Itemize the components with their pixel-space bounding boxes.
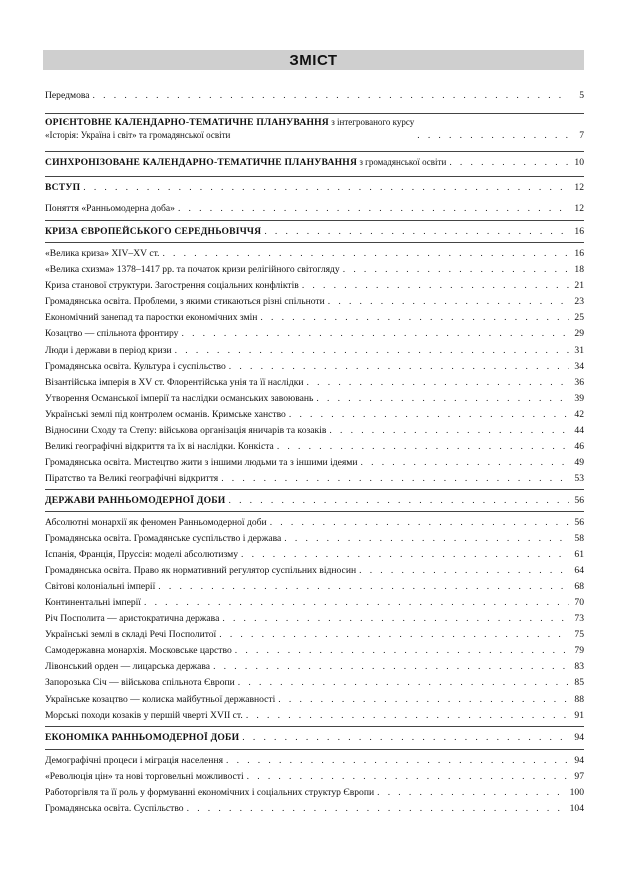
toc-entry[interactable] bbox=[45, 677, 584, 689]
toc-entry-label: Українські землі в складі Речі Посполитої bbox=[45, 629, 217, 640]
leader-dots bbox=[93, 90, 569, 102]
leader-dots bbox=[238, 677, 569, 689]
toc-entry-orientovne-planning[interactable] bbox=[45, 118, 584, 142]
leader-dots bbox=[328, 296, 569, 308]
toc-entry[interactable] bbox=[45, 345, 584, 357]
leader-dots bbox=[329, 425, 569, 437]
toc-entry-page: 46 bbox=[574, 441, 584, 452]
leader-dots bbox=[226, 755, 569, 767]
toc-entry-page: 18 bbox=[574, 264, 584, 275]
toc-entry[interactable] bbox=[45, 549, 584, 561]
toc-entry-page: 10 bbox=[574, 157, 584, 168]
toc-entry-label: Громадянська освіта. Мистецтво жити з іншими людьми та з іншими ідеями bbox=[45, 457, 358, 468]
toc-entry[interactable] bbox=[45, 328, 584, 340]
toc-entry-page: 68 bbox=[574, 581, 584, 592]
toc-entry-page: 91 bbox=[574, 710, 584, 721]
toc-entry[interactable] bbox=[45, 755, 584, 767]
leader-dots bbox=[158, 581, 569, 593]
toc-entry[interactable] bbox=[45, 280, 584, 292]
toc-entry[interactable] bbox=[45, 441, 584, 453]
toc-entry-page: 61 bbox=[574, 549, 584, 560]
toc-entry[interactable] bbox=[45, 613, 584, 625]
leader-dots bbox=[162, 248, 569, 260]
toc-entry-page: 29 bbox=[574, 328, 584, 339]
toc-entry-page: 75 bbox=[574, 629, 584, 640]
leader-dots bbox=[247, 771, 569, 783]
leader-dots bbox=[222, 613, 569, 625]
toc-entry[interactable] bbox=[45, 377, 584, 389]
section-divider bbox=[45, 151, 584, 152]
toc-entry-label: Українські землі під контролем османів. Кримське ханство bbox=[45, 409, 286, 420]
toc-entry[interactable] bbox=[45, 264, 584, 276]
toc-entry-page: 100 bbox=[569, 787, 584, 798]
toc-entry-page: 7 bbox=[579, 130, 584, 141]
toc-entry-label: Криза станової структури. Загострення соціальних конфліктів bbox=[45, 280, 299, 291]
toc-entry-intro[interactable] bbox=[45, 182, 584, 194]
toc-entry[interactable] bbox=[45, 597, 584, 609]
leader-dots bbox=[264, 226, 569, 238]
toc-entry-label: ВСТУП bbox=[45, 182, 81, 193]
toc-entry[interactable] bbox=[45, 361, 584, 373]
toc-entry-synchronized-planning[interactable] bbox=[45, 156, 584, 169]
toc-entry[interactable] bbox=[45, 393, 584, 405]
toc-entry-page: 64 bbox=[574, 565, 584, 576]
toc-entry-label: Іспанія, Франція, Пруссія: моделі абсолютизму bbox=[45, 549, 239, 560]
toc-entry-label: Морські походи козаків у першій чверті XVII ст. bbox=[45, 710, 243, 721]
toc-entry[interactable] bbox=[45, 629, 584, 641]
toc-entry-label: Абсолютні монархії як феномен Ранньомодерної доби bbox=[45, 517, 267, 528]
toc-entry-page: 97 bbox=[574, 771, 584, 782]
leader-dots bbox=[260, 312, 569, 324]
toc-entry-label: Візантійська імперія в XV ст. Флорентійська унія та її наслідки bbox=[45, 377, 304, 388]
leader-dots bbox=[417, 130, 569, 142]
leader-dots bbox=[270, 517, 569, 529]
toc-entry-page: 70 bbox=[574, 597, 584, 608]
leader-dots bbox=[83, 182, 569, 194]
section-divider bbox=[45, 176, 584, 177]
leader-dots bbox=[181, 328, 569, 340]
toc-entry[interactable] bbox=[45, 533, 584, 545]
toc-entry-label: Козацтво — спільнота фронтиру bbox=[45, 328, 179, 339]
toc-entry[interactable] bbox=[45, 661, 584, 673]
toc-entry-page: 16 bbox=[574, 226, 584, 237]
toc-entry[interactable] bbox=[45, 248, 584, 260]
section-divider bbox=[45, 242, 584, 243]
toc-entry[interactable] bbox=[45, 473, 584, 485]
toc-entry-page: 21 bbox=[574, 280, 584, 291]
toc-entry-label: ЕКОНОМІКА РАННЬОМОДЕРНОЇ ДОБИ bbox=[45, 732, 240, 743]
toc-entry-label: Поняття «Ранньомодерна доба» bbox=[45, 203, 175, 214]
toc-entry-page: 31 bbox=[574, 345, 584, 356]
toc-entry-label: Демографічні процеси і міграція населення bbox=[45, 755, 223, 766]
leader-dots bbox=[242, 732, 569, 744]
toc-entry[interactable] bbox=[45, 409, 584, 421]
toc-entry-label: Громадянська освіта. Культура і суспільство bbox=[45, 361, 226, 372]
toc-entry-page: 12 bbox=[574, 203, 584, 214]
toc-entry-page: 44 bbox=[574, 425, 584, 436]
leader-dots bbox=[235, 645, 569, 657]
leader-dots bbox=[278, 694, 569, 706]
toc-entry[interactable] bbox=[45, 581, 584, 593]
toc-entry-section-economy[interactable] bbox=[45, 732, 584, 744]
leader-dots bbox=[377, 787, 567, 799]
toc-entry[interactable] bbox=[45, 787, 584, 799]
toc-entry-label: СИНХРОНІЗОВАНЕ КАЛЕНДАРНО-ТЕМАТИЧНЕ ПЛАНУВАННЯ з громадянської освіти bbox=[45, 157, 447, 168]
toc-entry-label: Передмова bbox=[45, 90, 90, 101]
section-divider bbox=[45, 511, 584, 512]
leader-dots bbox=[178, 203, 569, 215]
toc-entry[interactable] bbox=[45, 645, 584, 657]
leader-dots bbox=[284, 533, 569, 545]
toc-entry-page: 83 bbox=[574, 661, 584, 672]
toc-entry[interactable] bbox=[45, 312, 584, 324]
toc-entry[interactable] bbox=[45, 203, 584, 215]
section-divider bbox=[45, 749, 584, 750]
leader-dots bbox=[449, 157, 569, 169]
toc-entry[interactable] bbox=[45, 457, 584, 469]
toc-entry-label: Запорозька Січ — військова спільнота Європи bbox=[45, 677, 235, 688]
toc-entry-page: 94 bbox=[574, 732, 584, 743]
leader-dots bbox=[229, 361, 569, 373]
toc-entry-label: Люди і держави в період кризи bbox=[45, 345, 172, 356]
toc-entry-label: «Велика схизма» 1378–1417 рр. та початок кризи релігійного світогляду bbox=[45, 264, 340, 275]
toc-entry-label: Лівонський орден — лицарська держава bbox=[45, 661, 211, 672]
toc-entry-page: 79 bbox=[574, 645, 584, 656]
toc-entry-label: Континентальні імперії bbox=[45, 597, 141, 608]
toc-entry-page: 23 bbox=[574, 296, 584, 307]
leader-dots bbox=[219, 629, 569, 641]
toc-entry-label: Великі географічні відкриття та їх ві наслідки. Конкіста bbox=[45, 441, 274, 452]
toc-entry-page: 36 bbox=[574, 377, 584, 388]
leader-dots bbox=[316, 393, 569, 405]
toc-entry-label: Работоргівля та її роль у формуванні економічних і соціальних структур Європи bbox=[45, 787, 375, 798]
toc-entry-label: Світові колоніальні імперії bbox=[45, 581, 156, 592]
leader-dots bbox=[221, 473, 569, 485]
toc-entry-page: 88 bbox=[574, 694, 584, 705]
toc-entry-label: Утворення Османської імперії та наслідки османських завоювань bbox=[45, 393, 314, 404]
leader-dots bbox=[343, 264, 569, 276]
leader-dots bbox=[277, 441, 569, 453]
toc-entry[interactable] bbox=[45, 771, 584, 783]
leader-dots bbox=[228, 495, 569, 507]
contents-title: ЗМІСТ bbox=[289, 51, 338, 69]
table-of-contents bbox=[45, 0, 584, 883]
toc-entry-label: КРИЗА ЄВРОПЕЙСЬКОГО СЕРЕДНЬОВІЧЧЯ bbox=[45, 226, 262, 237]
toc-entry-page: 73 bbox=[574, 613, 584, 624]
section-divider bbox=[45, 113, 584, 114]
toc-entry-section-crisis[interactable] bbox=[45, 226, 584, 238]
toc-entry-label: Економічний занепад та паростки економічних змін bbox=[45, 312, 258, 323]
leader-dots bbox=[175, 345, 569, 357]
toc-entry[interactable] bbox=[45, 803, 584, 815]
toc-entry-label: Громадянська освіта. Проблеми, з якими стикаються різні спільноти bbox=[45, 296, 325, 307]
toc-entry-label: Українське козацтво — колиска майбутньої державності bbox=[45, 694, 276, 705]
toc-entry-label: ОРІЄНТОВНЕ КАЛЕНДАРНО-ТЕМАТИЧНЕ ПЛАНУВАННЯ з інтегрованого курсу «Історія: Україна і світ» та громадянської освіти bbox=[45, 117, 415, 140]
toc-entry-label: Відносини Сходу та Степу: військова організація яничарів та козаків bbox=[45, 425, 327, 436]
toc-entry-page: 85 bbox=[574, 677, 584, 688]
leader-dots bbox=[246, 710, 569, 722]
toc-entry-page: 58 bbox=[574, 533, 584, 544]
toc-entry-label: Річ Посполита — аристократична держава bbox=[45, 613, 220, 624]
toc-entry-label: Громадянська освіта. Громадянське суспільство і держава bbox=[45, 533, 282, 544]
toc-entry-label: Самодержавна монархія. Московське царство bbox=[45, 645, 232, 656]
toc-entry-preface[interactable] bbox=[45, 90, 584, 102]
toc-entry[interactable] bbox=[45, 694, 584, 706]
toc-entry-page: 104 bbox=[569, 803, 584, 814]
toc-entry-page: 34 bbox=[574, 361, 584, 372]
leader-dots bbox=[213, 661, 569, 673]
leader-dots bbox=[241, 549, 569, 561]
leader-dots bbox=[361, 457, 570, 469]
toc-entry-label: ДЕРЖАВИ РАННЬОМОДЕРНОЇ ДОБИ bbox=[45, 495, 226, 506]
toc-entry-page: 56 bbox=[574, 495, 584, 506]
section-divider bbox=[45, 220, 584, 221]
toc-entry-page: 42 bbox=[574, 409, 584, 420]
section-divider bbox=[45, 489, 584, 490]
toc-entry-page: 39 bbox=[574, 393, 584, 404]
leader-dots bbox=[302, 280, 569, 292]
toc-entry-page: 56 bbox=[574, 517, 584, 528]
toc-entry[interactable] bbox=[45, 296, 584, 308]
toc-entry-page: 5 bbox=[579, 90, 584, 101]
toc-entry-label: «Революція цін» та нові торговельні можливості bbox=[45, 771, 244, 782]
toc-entry-label: Громадянська освіта. Право як нормативний регулятор суспільних відносин bbox=[45, 565, 357, 576]
toc-entry[interactable] bbox=[45, 565, 584, 577]
toc-entry[interactable] bbox=[45, 425, 584, 437]
toc-entry-page: 53 bbox=[574, 473, 584, 484]
leader-dots bbox=[289, 409, 569, 421]
toc-entry-label: «Велика криза» XIV–XV ст. bbox=[45, 248, 160, 259]
toc-entry-page: 12 bbox=[574, 182, 584, 193]
toc-entry-page: 25 bbox=[574, 312, 584, 323]
leader-dots bbox=[187, 803, 567, 815]
section-divider bbox=[45, 726, 584, 727]
toc-entry-label: Громадянська освіта. Суспільство bbox=[45, 803, 184, 814]
toc-entry-page: 94 bbox=[574, 755, 584, 766]
toc-entry-label: Піратство та Великі географічні відкриття bbox=[45, 473, 219, 484]
toc-entry-page: 49 bbox=[574, 457, 584, 468]
toc-entry[interactable] bbox=[45, 710, 584, 722]
leader-dots bbox=[307, 377, 569, 389]
toc-entry-page: 16 bbox=[574, 248, 584, 259]
leader-dots bbox=[359, 565, 569, 577]
toc-entry[interactable] bbox=[45, 517, 584, 529]
toc-entry-section-states[interactable] bbox=[45, 495, 584, 507]
leader-dots bbox=[144, 597, 569, 609]
